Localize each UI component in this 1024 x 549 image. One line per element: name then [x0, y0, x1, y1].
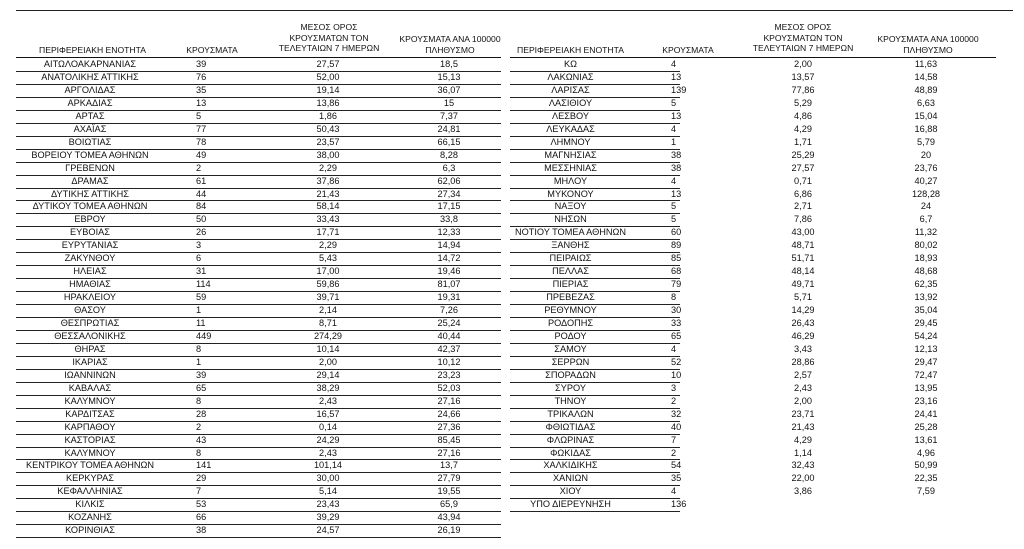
per100k-value: 65,9: [440, 499, 458, 510]
avg7-value: 22,00: [791, 473, 815, 484]
cases-value: 61: [196, 175, 207, 186]
row-divider: [16, 537, 501, 538]
per100k-value: 15,13: [437, 71, 461, 82]
per100k-value: 62,35: [914, 279, 938, 290]
area-name: ΦΩΚΙΔΑΣ: [550, 447, 591, 458]
avg7-value: 2,14: [319, 305, 337, 316]
per100k-value: 36,07: [437, 84, 461, 95]
area-name: ΤΗΝΟΥ: [554, 395, 587, 406]
cases-value: 38: [196, 525, 207, 536]
avg7-value: 16,57: [316, 408, 340, 419]
per100k-value: 7,26: [440, 305, 458, 316]
area-name: ΛΕΣΒΟΥ: [551, 110, 590, 121]
area-name: ΛΑΡΙΣΑΣ: [551, 84, 590, 95]
avg7-value: 21,43: [791, 421, 815, 432]
area-name: ΣΑΜΟΥ: [554, 343, 587, 354]
header-cases-left: ΚΡΟΥΣΜΑΤΑ: [186, 45, 238, 55]
area-name: ΡΟΔΟΥ: [554, 330, 587, 341]
cases-value: 84: [196, 201, 207, 212]
area-name: ΘΕΣΠΡΩΤΙΑΣ: [60, 318, 120, 328]
area-name: ΑΡΤΑΣ: [75, 110, 105, 121]
avg7-value: 2,57: [794, 369, 812, 380]
avg7-value: 24,57: [316, 525, 340, 536]
per100k-value: 35,04: [914, 305, 938, 316]
cases-value: 4: [671, 486, 677, 497]
area-name: ΕΒΡΟΥ: [74, 214, 106, 225]
row-divider: [510, 511, 680, 512]
cases-value: 77: [196, 123, 207, 134]
per100k-value: 13,92: [914, 292, 938, 303]
avg7-value: 4,86: [794, 110, 812, 121]
cases-value: 10: [671, 369, 682, 380]
header-cases-right: ΚΡΟΥΣΜΑΤΑ: [662, 45, 714, 55]
area-name: ΔΥΤΙΚΗΣ ΑΤΤΙΚΗΣ: [51, 188, 129, 199]
cases-value: 30: [671, 305, 682, 316]
per100k-value: 29,47: [914, 356, 938, 367]
area-name: ΝΗΣΩΝ: [554, 214, 587, 225]
area-name: ΓΡΕΒΕΝΩΝ: [65, 162, 115, 173]
per100k-value: 80,02: [914, 240, 938, 251]
area-name: ΔΡΑΜΑΣ: [71, 175, 109, 186]
cases-value: 4: [671, 59, 677, 69]
area-name: ΠΕΛΛΑΣ: [552, 266, 589, 277]
area-name: ΒΟΡΕΙΟΥ ΤΟΜΕΑ ΑΘΗΝΩΝ: [31, 149, 149, 160]
per100k-value: 25,28: [914, 421, 938, 432]
area-name: ΣΠΟΡΑΔΩΝ: [545, 369, 596, 380]
cases-value: 449: [196, 330, 212, 341]
per100k-value: 12,13: [914, 343, 938, 354]
avg7-value: 21,43: [316, 188, 340, 199]
cases-value: 50: [196, 214, 207, 225]
area-name: ΧΑΛΚΙΔΙΚΗΣ: [543, 460, 598, 471]
cases-value: 4: [671, 343, 677, 354]
avg7-value: 77,86: [791, 84, 815, 95]
cases-value: 2: [196, 421, 202, 432]
per100k-value: 48,68: [914, 266, 938, 277]
cases-value: 5: [671, 201, 677, 212]
area-name: ΚΩ: [564, 59, 577, 69]
area-name: ΘΕΣΣΑΛΟΝΙΚΗΣ: [54, 330, 126, 341]
cases-value: 2: [671, 395, 677, 406]
cases-value: 8: [671, 292, 677, 303]
avg7-value: 5,43: [319, 253, 337, 264]
per100k-value: 48,89: [914, 84, 938, 95]
area-name: ΘΑΣΟΥ: [74, 305, 106, 316]
per100k-value: 20: [920, 149, 932, 160]
cases-value: 1: [196, 305, 202, 316]
cases-value: 43: [196, 434, 207, 445]
header-area-right: ΠΕΡΙΦΕΡΕΙΑΚΗ ΕΝΟΤΗΤΑ: [517, 45, 624, 55]
per100k-value: 26,19: [437, 525, 461, 536]
avg7-value: 50,43: [316, 123, 340, 134]
per100k-value: 50,99: [914, 460, 938, 471]
cases-value: 141: [196, 460, 212, 471]
per100k-value: 40,44: [437, 330, 461, 341]
cases-value: 49: [196, 149, 207, 160]
avg7-value: 1,71: [794, 136, 812, 147]
per100k-value: 23,23: [437, 369, 461, 380]
per100k-value: 6,7: [919, 214, 933, 225]
area-name: ΚΑΡΠΑΘΟΥ: [64, 421, 116, 432]
per100k-value: 23,16: [914, 395, 938, 406]
avg7-value: 48,14: [791, 266, 815, 277]
cases-value: 44: [196, 188, 207, 199]
avg7-value: 38,29: [316, 382, 340, 393]
avg7-value: 3,43: [794, 343, 812, 354]
per100k-value: 11,32: [914, 227, 938, 238]
avg7-value: 33,43: [316, 214, 340, 225]
avg7-value: 14,29: [791, 305, 815, 316]
cases-value: 136: [671, 499, 687, 510]
avg7-value: 1,86: [319, 110, 337, 121]
cases-value: 5: [196, 110, 202, 121]
per100k-value: 43,94: [437, 512, 461, 523]
avg7-value: 4,29: [794, 123, 812, 134]
area-name: ΖΑΚΥΝΘΟΥ: [64, 253, 116, 264]
cases-value: 8: [196, 395, 202, 406]
header-avg7-right: ΜΕΣΟΣ ΟΡΟΣ ΚΡΟΥΣΜΑΤΩΝ ΤΟΝ ΤΕΛΕΥΤΑΙΩΝ 7 ΗΜΕΡΩΝ: [752, 22, 854, 53]
area-name: ΦΘΙΩΤΙΔΑΣ: [545, 421, 596, 432]
per100k-value: 24,41: [914, 408, 938, 419]
cases-value: 4: [671, 175, 677, 186]
per100k-value: 24,66: [437, 408, 461, 419]
cases-value: 38: [671, 162, 682, 173]
cases-value: 60: [671, 227, 682, 238]
area-name: ΝΑΞΟΥ: [554, 201, 587, 212]
area-name: ΕΥΡΥΤΑΝΙΑΣ: [61, 240, 119, 251]
per100k-value: 54,24: [914, 330, 938, 341]
area-name: ΚΕΝΤΡΙΚΟΥ ΤΟΜΕΑ ΑΘΗΝΩΝ: [25, 460, 155, 471]
per100k-value: 6,63: [917, 97, 935, 108]
area-name: ΑΡΚΑΔΙΑΣ: [67, 97, 113, 108]
per100k-value: 18,5: [440, 59, 458, 69]
area-name: ΠΙΕΡΙΑΣ: [552, 279, 589, 290]
cases-value: 65: [196, 382, 207, 393]
per100k-value: 25,24: [437, 318, 461, 328]
area-name: ΘΗΡΑΣ: [74, 343, 106, 354]
avg7-value: 13,86: [316, 97, 340, 108]
area-name: ΚΑΡΔΙΤΣΑΣ: [65, 408, 115, 419]
avg7-value: 7,86: [794, 214, 812, 225]
area-name: ΜΕΣΣΗΝΙΑΣ: [544, 162, 597, 173]
cases-value: 40: [671, 421, 682, 432]
cases-value: 13: [671, 71, 682, 82]
avg7-value: 52,00: [316, 71, 340, 82]
avg7-value: 101,14: [313, 460, 343, 471]
avg7-value: 5,71: [794, 292, 812, 303]
area-name: ΣΕΡΡΩΝ: [551, 356, 590, 367]
avg7-value: 39,29: [316, 512, 340, 523]
per100k-value: 27,34: [437, 188, 461, 199]
cases-value: 8: [196, 447, 202, 458]
cases-value: 76: [196, 71, 207, 82]
area-name: ΛΑΚΩΝΙΑΣ: [547, 71, 594, 82]
per100k-value: 7,37: [440, 110, 458, 121]
per100k-value: 12,33: [437, 227, 461, 238]
header-per100k-right: ΚΡΟΥΣΜΑΤΑ ΑΝΑ 100000 ΠΛΗΘΥΣΜΟ: [877, 34, 979, 55]
cases-value: 65: [671, 330, 682, 341]
per100k-value: 66,15: [437, 136, 461, 147]
cases-value: 78: [196, 136, 207, 147]
per100k-value: 40,27: [914, 175, 938, 186]
area-name: ΛΕΥΚΑΔΑΣ: [546, 123, 595, 134]
area-name: ΚΑΛΥΜΝΟΥ: [64, 447, 116, 458]
avg7-value: 27,57: [316, 59, 340, 69]
per100k-value: 8,28: [440, 149, 458, 160]
avg7-value: 49,71: [791, 279, 815, 290]
avg7-value: 43,00: [791, 227, 815, 238]
area-name: ΔΥΤΙΚΟΥ ΤΟΜΕΑ ΑΘΗΝΩΝ: [32, 201, 148, 212]
cases-value: 26: [196, 227, 207, 238]
cases-value: 68: [671, 266, 682, 277]
per100k-value: 19,55: [437, 486, 461, 497]
avg7-value: 23,57: [316, 136, 340, 147]
cases-value: 6: [196, 253, 202, 264]
per100k-value: 18,93: [914, 253, 938, 264]
cases-value: 39: [196, 59, 207, 69]
avg7-value: 4,29: [794, 434, 812, 445]
cases-value: 89: [671, 240, 682, 251]
area-name: ΑΡΓΟΛΙΔΑΣ: [64, 84, 116, 95]
cases-value: 85: [671, 253, 682, 264]
cases-value: 3: [671, 382, 677, 393]
per100k-value: 13,95: [914, 382, 938, 393]
header-area-left: ΠΕΡΙΦΕΡΕΙΑΚΗ ΕΝΟΤΗΤΑ: [39, 45, 146, 55]
per100k-value: 4,96: [917, 447, 935, 458]
per100k-value: 27,16: [437, 395, 461, 406]
per100k-value: 24: [920, 201, 932, 212]
per100k-value: 19,31: [437, 292, 461, 303]
per100k-value: 24,81: [437, 123, 461, 134]
avg7-value: 27,57: [791, 162, 815, 173]
area-name: ΦΛΩΡΙΝΑΣ: [546, 434, 595, 445]
avg7-value: 38,00: [316, 149, 340, 160]
per100k-value: 19,46: [437, 266, 461, 277]
area-name: ΚΟΖΑΝΗΣ: [68, 512, 112, 523]
per100k-value: 42,37: [437, 343, 461, 354]
per100k-value: 6,3: [442, 162, 456, 173]
avg7-value: 2,00: [319, 356, 337, 367]
avg7-value: 37,86: [316, 175, 340, 186]
per100k-value: 29,45: [914, 318, 938, 328]
per100k-value: 15,04: [914, 110, 938, 121]
area-name: ΜΑΓΝΗΣΙΑΣ: [544, 149, 597, 160]
area-name: ΥΠΟ ΔΙΕΡΕΥΝΗΣΗ: [530, 499, 611, 510]
cases-value: 5: [671, 214, 677, 225]
area-name: ΒΟΙΩΤΙΑΣ: [68, 136, 112, 147]
avg7-value: 2,00: [794, 395, 812, 406]
per100k-value: 7,59: [917, 486, 935, 497]
cases-value: 33: [671, 318, 682, 328]
cases-value: 1: [671, 136, 677, 147]
avg7-value: 2,71: [794, 201, 812, 212]
cases-value: 29: [196, 473, 207, 484]
per100k-value: 13,7: [440, 460, 458, 471]
cases-value: 13: [671, 110, 682, 121]
cases-value: 7: [671, 434, 677, 445]
area-name: ΡΕΘΥΜΝΟΥ: [544, 305, 597, 316]
cases-value: 4: [671, 123, 677, 134]
area-name: ΝΟΤΙΟΥ ΤΟΜΕΑ ΑΘΗΝΩΝ: [514, 227, 627, 238]
avg7-value: 19,14: [316, 84, 340, 95]
avg7-value: 2,43: [319, 395, 337, 406]
avg7-value: 59,86: [316, 279, 340, 290]
area-name: ΑΙΤΩΛΟΑΚΑΡΝΑΝΙΑΣ: [43, 59, 137, 69]
area-name: ΣΥΡΟΥ: [555, 382, 586, 393]
per100k-value: 10,12: [437, 356, 461, 367]
cases-value: 28: [196, 408, 207, 419]
avg7-value: 23,71: [791, 408, 815, 419]
cases-value: 2: [196, 162, 202, 173]
per100k-value: 81,07: [437, 279, 461, 290]
table-top-border: [16, 10, 1013, 11]
area-name: ΑΝΑΤΟΛΙΚΗΣ ΑΤΤΙΚΗΣ: [41, 71, 139, 82]
cases-value: 3: [196, 240, 202, 251]
cases-value: 59: [196, 292, 207, 303]
cases-value: 114: [196, 279, 211, 290]
area-name: ΕΥΒΟΙΑΣ: [70, 227, 110, 238]
area-name: ΙΚΑΡΙΑΣ: [72, 356, 108, 367]
avg7-value: 1,14: [794, 447, 812, 458]
avg7-value: 17,71: [316, 227, 340, 238]
avg7-value: 5,29: [794, 97, 812, 108]
cases-value: 35: [196, 84, 207, 95]
area-name: ΚΟΡΙΝΘΙΑΣ: [65, 525, 115, 536]
area-name: ΧΑΝΙΩΝ: [553, 473, 588, 484]
avg7-value: 2,00: [794, 59, 812, 69]
cases-value: 54: [671, 460, 682, 471]
per100k-value: 23,76: [914, 162, 938, 173]
avg7-value: 0,14: [319, 421, 337, 432]
area-name: ΞΑΝΘΗΣ: [551, 240, 590, 251]
avg7-value: 24,29: [316, 434, 340, 445]
per100k-value: 5,79: [917, 136, 935, 147]
area-name: ΜΗΛΟΥ: [553, 175, 588, 186]
avg7-value: 28,86: [791, 356, 815, 367]
per100k-value: 13,61: [914, 434, 938, 445]
avg7-value: 32,43: [791, 460, 815, 471]
area-name: ΚΑΒΑΛΑΣ: [68, 382, 112, 393]
cases-value: 31: [196, 266, 207, 277]
avg7-value: 17,00: [316, 266, 340, 277]
avg7-value: 58,14: [316, 201, 340, 212]
area-name: ΚΑΣΤΟΡΙΑΣ: [64, 434, 116, 445]
per100k-value: 128,28: [911, 188, 941, 199]
per100k-value: 33,8: [440, 214, 458, 225]
cases-value: 2: [671, 447, 677, 458]
per100k-value: 14,72: [437, 253, 461, 264]
cases-value: 52: [671, 356, 682, 367]
area-name: ΗΡΑΚΛΕΙΟΥ: [63, 292, 117, 303]
cases-value: 13: [196, 97, 207, 108]
cases-value: 7: [196, 486, 202, 497]
area-name: ΠΕΙΡΑΙΩΣ: [549, 253, 592, 264]
per100k-value: 72,47: [914, 369, 938, 380]
cases-value: 1: [196, 356, 202, 367]
per100k-value: 14,58: [914, 71, 938, 82]
cases-value: 66: [196, 512, 207, 523]
area-name: ΑΧΑΪΑΣ: [73, 123, 107, 134]
cases-value: 38: [671, 149, 682, 160]
area-name: ΛΑΣΙΘΙΟΥ: [548, 97, 593, 108]
avg7-value: 8,71: [319, 318, 337, 328]
per100k-value: 16,88: [914, 123, 938, 134]
area-name: ΡΟΔΟΠΗΣ: [547, 318, 594, 328]
avg7-value: 39,71: [316, 292, 340, 303]
avg7-value: 5,14: [319, 486, 337, 497]
avg7-value: 2,43: [794, 382, 812, 393]
avg7-value: 10,14: [316, 343, 340, 354]
avg7-value: 13,57: [791, 71, 815, 82]
cases-value: 13: [671, 188, 682, 199]
cases-value: 5: [671, 97, 677, 108]
avg7-value: 2,29: [319, 162, 337, 173]
area-name: ΚΕΦΑΛΛΗΝΙΑΣ: [57, 486, 123, 497]
avg7-value: 6,86: [794, 188, 812, 199]
cases-value: 32: [671, 408, 682, 419]
area-name: ΗΛΕΙΑΣ: [73, 266, 107, 277]
per100k-value: 27,16: [437, 447, 461, 458]
area-name: ΚΑΛΥΜΝΟΥ: [64, 395, 116, 406]
cases-value: 11: [196, 318, 206, 328]
per100k-value: 15: [443, 97, 455, 108]
header-per100k-left: ΚΡΟΥΣΜΑΤΑ ΑΝΑ 100000 ΠΛΗΘΥΣΜΟ: [399, 34, 501, 55]
per100k-value: 11,63: [914, 59, 938, 69]
per100k-value: 22,35: [914, 473, 938, 484]
avg7-value: 274,29: [313, 330, 343, 341]
per100k-value: 27,79: [437, 473, 461, 484]
area-name: ΛΗΜΝΟΥ: [550, 136, 591, 147]
area-name: ΙΩΑΝΝΙΝΩΝ: [64, 369, 116, 380]
area-name: ΗΜΑΘΙΑΣ: [69, 279, 111, 290]
avg7-value: 48,71: [791, 240, 815, 251]
avg7-value: 30,00: [316, 473, 340, 484]
area-name: ΤΡΙΚΑΛΩΝ: [547, 408, 594, 419]
area-name: ΧΙΟΥ: [559, 486, 582, 497]
avg7-value: 2,29: [319, 240, 337, 251]
avg7-value: 0,71: [794, 175, 812, 186]
per100k-value: 85,45: [437, 434, 461, 445]
avg7-value: 26,43: [791, 318, 815, 328]
cases-value: 79: [671, 279, 682, 290]
header-avg7-left: ΜΕΣΟΣ ΟΡΟΣ ΚΡΟΥΣΜΑΤΩΝ ΤΟΝ ΤΕΛΕΥΤΑΙΩΝ 7 ΗΜΕΡΩΝ: [278, 22, 380, 53]
avg7-value: 25,29: [791, 149, 815, 160]
area-name: ΠΡΕΒΕΖΑΣ: [546, 292, 595, 303]
per100k-value: 52,03: [437, 382, 461, 393]
area-name: ΜΥΚΟΝΟΥ: [547, 188, 594, 199]
per100k-value: 27,36: [437, 421, 461, 432]
per100k-value: 17,15: [437, 201, 461, 212]
cases-value: 139: [671, 84, 687, 95]
cases-value: 35: [671, 473, 682, 484]
per100k-value: 62,06: [437, 175, 461, 186]
avg7-value: 2,43: [319, 447, 337, 458]
area-name: ΚΙΛΚΙΣ: [75, 499, 105, 510]
avg7-value: 29,14: [316, 369, 340, 380]
avg7-value: 51,71: [791, 253, 815, 264]
cases-value: 8: [196, 343, 202, 354]
cases-value: 39: [196, 369, 207, 380]
avg7-value: 3,86: [794, 486, 812, 497]
area-name: ΚΕΡΚΥΡΑΣ: [66, 473, 114, 484]
cases-value: 53: [196, 499, 207, 510]
per100k-value: 14,94: [437, 240, 461, 251]
avg7-value: 46,29: [791, 330, 815, 341]
avg7-value: 23,43: [316, 499, 340, 510]
